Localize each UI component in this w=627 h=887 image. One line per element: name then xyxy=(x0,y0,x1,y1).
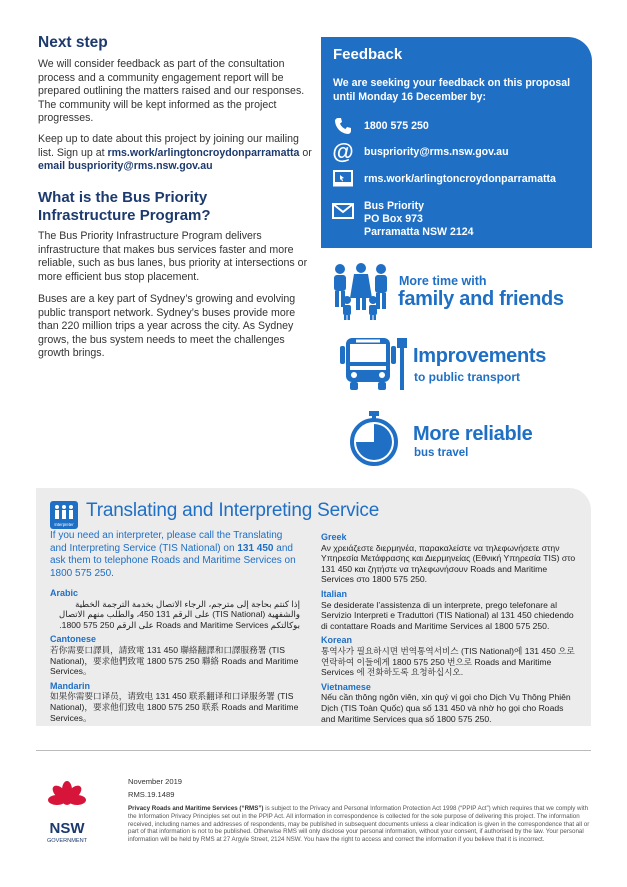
envelope-icon xyxy=(331,200,355,222)
lang-arabic-text: إذا كنتم بحاجة إلى مترجم، الرجاء الاتصال بخدمة الترجمة الخطية والشفهية (TIS National) على الرقم 131 450، والطلب منهم الاتصال بوكالتكم Roads and Maritime Services على الرقم 250 575 1800. xyxy=(58,598,300,630)
benefit-reliable xyxy=(346,410,586,466)
mailing-text: Keep up to date about this project by joining our mailing list. Sign up at xyxy=(38,133,299,159)
postal-address xyxy=(364,200,474,239)
lang-cantonese-text: 若你需要口譯員，請致電 131 450 聯絡翻譯和口譯服務署 (TIS National)，要求他們致電 1800 575 250 聯絡 Roads and Maritime Services。 xyxy=(50,644,299,677)
feedback-web-row[interactable] xyxy=(331,168,556,190)
lang-mandarin-name: Mandarin xyxy=(50,680,91,691)
post-line-1: Bus Priority xyxy=(364,200,425,212)
lang-italian-text: Se desiderate l’assistenza di un interprete, prego telefonare al Servizio Interpreti e Traduttori (TIS National) al 131 450 chiedendo di contattare Roads and Maritime Services al 1800 575 250. xyxy=(321,599,574,631)
tis-left-column xyxy=(50,530,300,723)
feedback-heading: Feedback xyxy=(333,46,403,63)
lang-greek-text: Αν χρειάζεστε διερμηνέα, παρακαλείστε να τηλεφωνήσετε στην Υπηρεσία Μετάφρασης και Διερμηνείας (Εθνική Υπηρεσία TIS) στο 131 450 και ζητήστε να τηλεφωνήσουν Roads and Maritime Services στο 1800 575 250. xyxy=(321,542,576,585)
lang-korean-name: Korean xyxy=(321,635,353,646)
phone-icon xyxy=(331,115,355,137)
lang-arabic-name: Arabic xyxy=(50,588,79,598)
benefit-family-small: More time with xyxy=(399,274,487,288)
feedback-post-row xyxy=(331,200,474,239)
benefit-reliable-small: bus travel xyxy=(414,447,469,459)
benefit-improvements-big: Improvements xyxy=(413,345,547,367)
benefit-family-big: family and friends xyxy=(398,288,564,310)
program-paragraph-1: The Bus Priority Infrastructure Program delivers infrastructure that makes bus services faster and more reliable, such as bus lanes, bus priority at intersections or more efficient bus stop placement. xyxy=(38,230,308,283)
lang-vietnamese-name: Vietnamese xyxy=(321,681,371,692)
nsw-logo-text: NSW xyxy=(49,820,85,837)
stopwatch-icon xyxy=(346,410,402,466)
family-icon xyxy=(331,262,393,320)
post-line-3: Parramatta NSW 2124 xyxy=(364,226,474,238)
tis-intro-number: 131 450 xyxy=(237,542,274,554)
privacy-lead: Privacy Roads and Maritime Services (“RMS”) xyxy=(128,805,264,812)
benefit-improvements-small: to public transport xyxy=(414,370,520,384)
lang-korean-text: 통역사가 필요하시면 번역통역서비스 (TIS National)에 131 450 으로 연락하여 이들에게 1800 575 250 번으로 Roads and Maritime Services 에 전화하도록 요청하십시오. xyxy=(321,645,575,678)
feedback-intro: We are seeking your feedback on this proposal until Monday 16 December by: xyxy=(333,77,571,103)
publication-date: November 2019 xyxy=(128,777,183,786)
tis-box xyxy=(36,488,591,726)
email-address: buspriority@rms.nsw.gov.au xyxy=(364,145,509,158)
lang-cantonese-name: Cantonese xyxy=(50,634,97,645)
next-step-heading: Next step xyxy=(38,34,108,51)
benefit-improvements xyxy=(338,336,588,392)
tis-intro-a: If you need an interpreter, please call the Translating and Interpreting Service (TIS National) on xyxy=(50,530,283,554)
benefit-family xyxy=(331,262,596,320)
bus-icon xyxy=(338,336,408,392)
nsw-government-logo xyxy=(36,778,98,848)
lang-greek-name: Greek xyxy=(321,532,347,542)
lang-vietnamese-text: Nếu cần thông ngôn viên, xin quý vị gọi cho Dịch Vụ Thông Phiên Dịch (TIS Toàn Quốc) qua số 131 450 và nhờ họ gọi cho Roads and Maritime Services qua số 1800 575 250. xyxy=(321,692,571,724)
computer-icon xyxy=(331,168,355,190)
privacy-statement xyxy=(128,805,590,844)
nsw-logo-subtext: GOVERNMENT xyxy=(46,838,88,844)
publication-code: RMS.19.1489 xyxy=(128,790,175,799)
email-link[interactable]: email buspriority@rms.nsw.gov.au xyxy=(38,160,213,173)
benefit-reliable-big: More reliable xyxy=(413,423,533,445)
interpreter-icon xyxy=(50,501,78,529)
at-icon: @ xyxy=(332,139,354,164)
program-heading: What is the Bus Priority Infrastructure Program? xyxy=(38,189,211,224)
tis-heading: Translating and Interpreting Service xyxy=(86,500,380,521)
tis-intro-b: and ask them to telephone Roads and Maritime Services on 1800 575 250. xyxy=(50,542,296,579)
feedback-box xyxy=(321,37,592,248)
interpreter-icon-label: Interpreter xyxy=(54,522,74,527)
feedback-phone-row[interactable] xyxy=(331,115,429,137)
website-address: rms.work/arlingtoncroydonparramatta xyxy=(364,172,556,185)
project-link[interactable]: rms.work/arlingtoncroydonparramatta xyxy=(107,146,300,159)
footer-divider xyxy=(36,750,591,751)
program-paragraph-2: Buses are a key part of Sydney’s growing and evolving public transport network. Sydney’s buses provide more than 220 million trips a year across the city. As Sydney grows, the bus system needs to meet the challenges growth brings. xyxy=(38,293,296,360)
or-text: or xyxy=(299,146,312,159)
next-step-paragraph: We will consider feedback as part of the consultation process and a community engagement report will be prepared outlining the matters raised and our responses. The community will be kept informed as the project progresses. xyxy=(38,58,305,125)
post-line-2: PO Box 973 xyxy=(364,213,423,225)
lang-italian-name: Italian xyxy=(321,588,348,599)
tis-right-column xyxy=(321,528,579,724)
privacy-text: is subject to the Privacy and Personal Information Protection Act 1998 (“PPIP Act”) which requires that we comply with the Information Privacy Principles set out in the PPIP Act. All information in correspondence is collected for the sole purpose of delivering this project. The information received, including names and addresses of respondents, may be published in subsequent documents unless a clear indication is given in the correspondence that all or part of that information is not to be published. Otherwise RMS will only disclose your personal information, without your consent, if authorised by the law. Your personal information will be held by RMS at 27 Argyle Street, 2124 NSW. You have the right to access and correct the information if you believe that it is incorrect. xyxy=(128,805,590,844)
mailing-list-paragraph xyxy=(38,133,314,174)
phone-number: 1800 575 250 xyxy=(364,119,429,132)
feedback-email-row[interactable] xyxy=(331,141,509,163)
tis-intro xyxy=(50,530,300,580)
lang-mandarin-text: 如果你需要口译员，请致电 131 450 联系翻译和口译服务署 (TIS National)，要求他们致电 1800 575 250 联系 Roads and Maritime Services。 xyxy=(50,691,299,723)
